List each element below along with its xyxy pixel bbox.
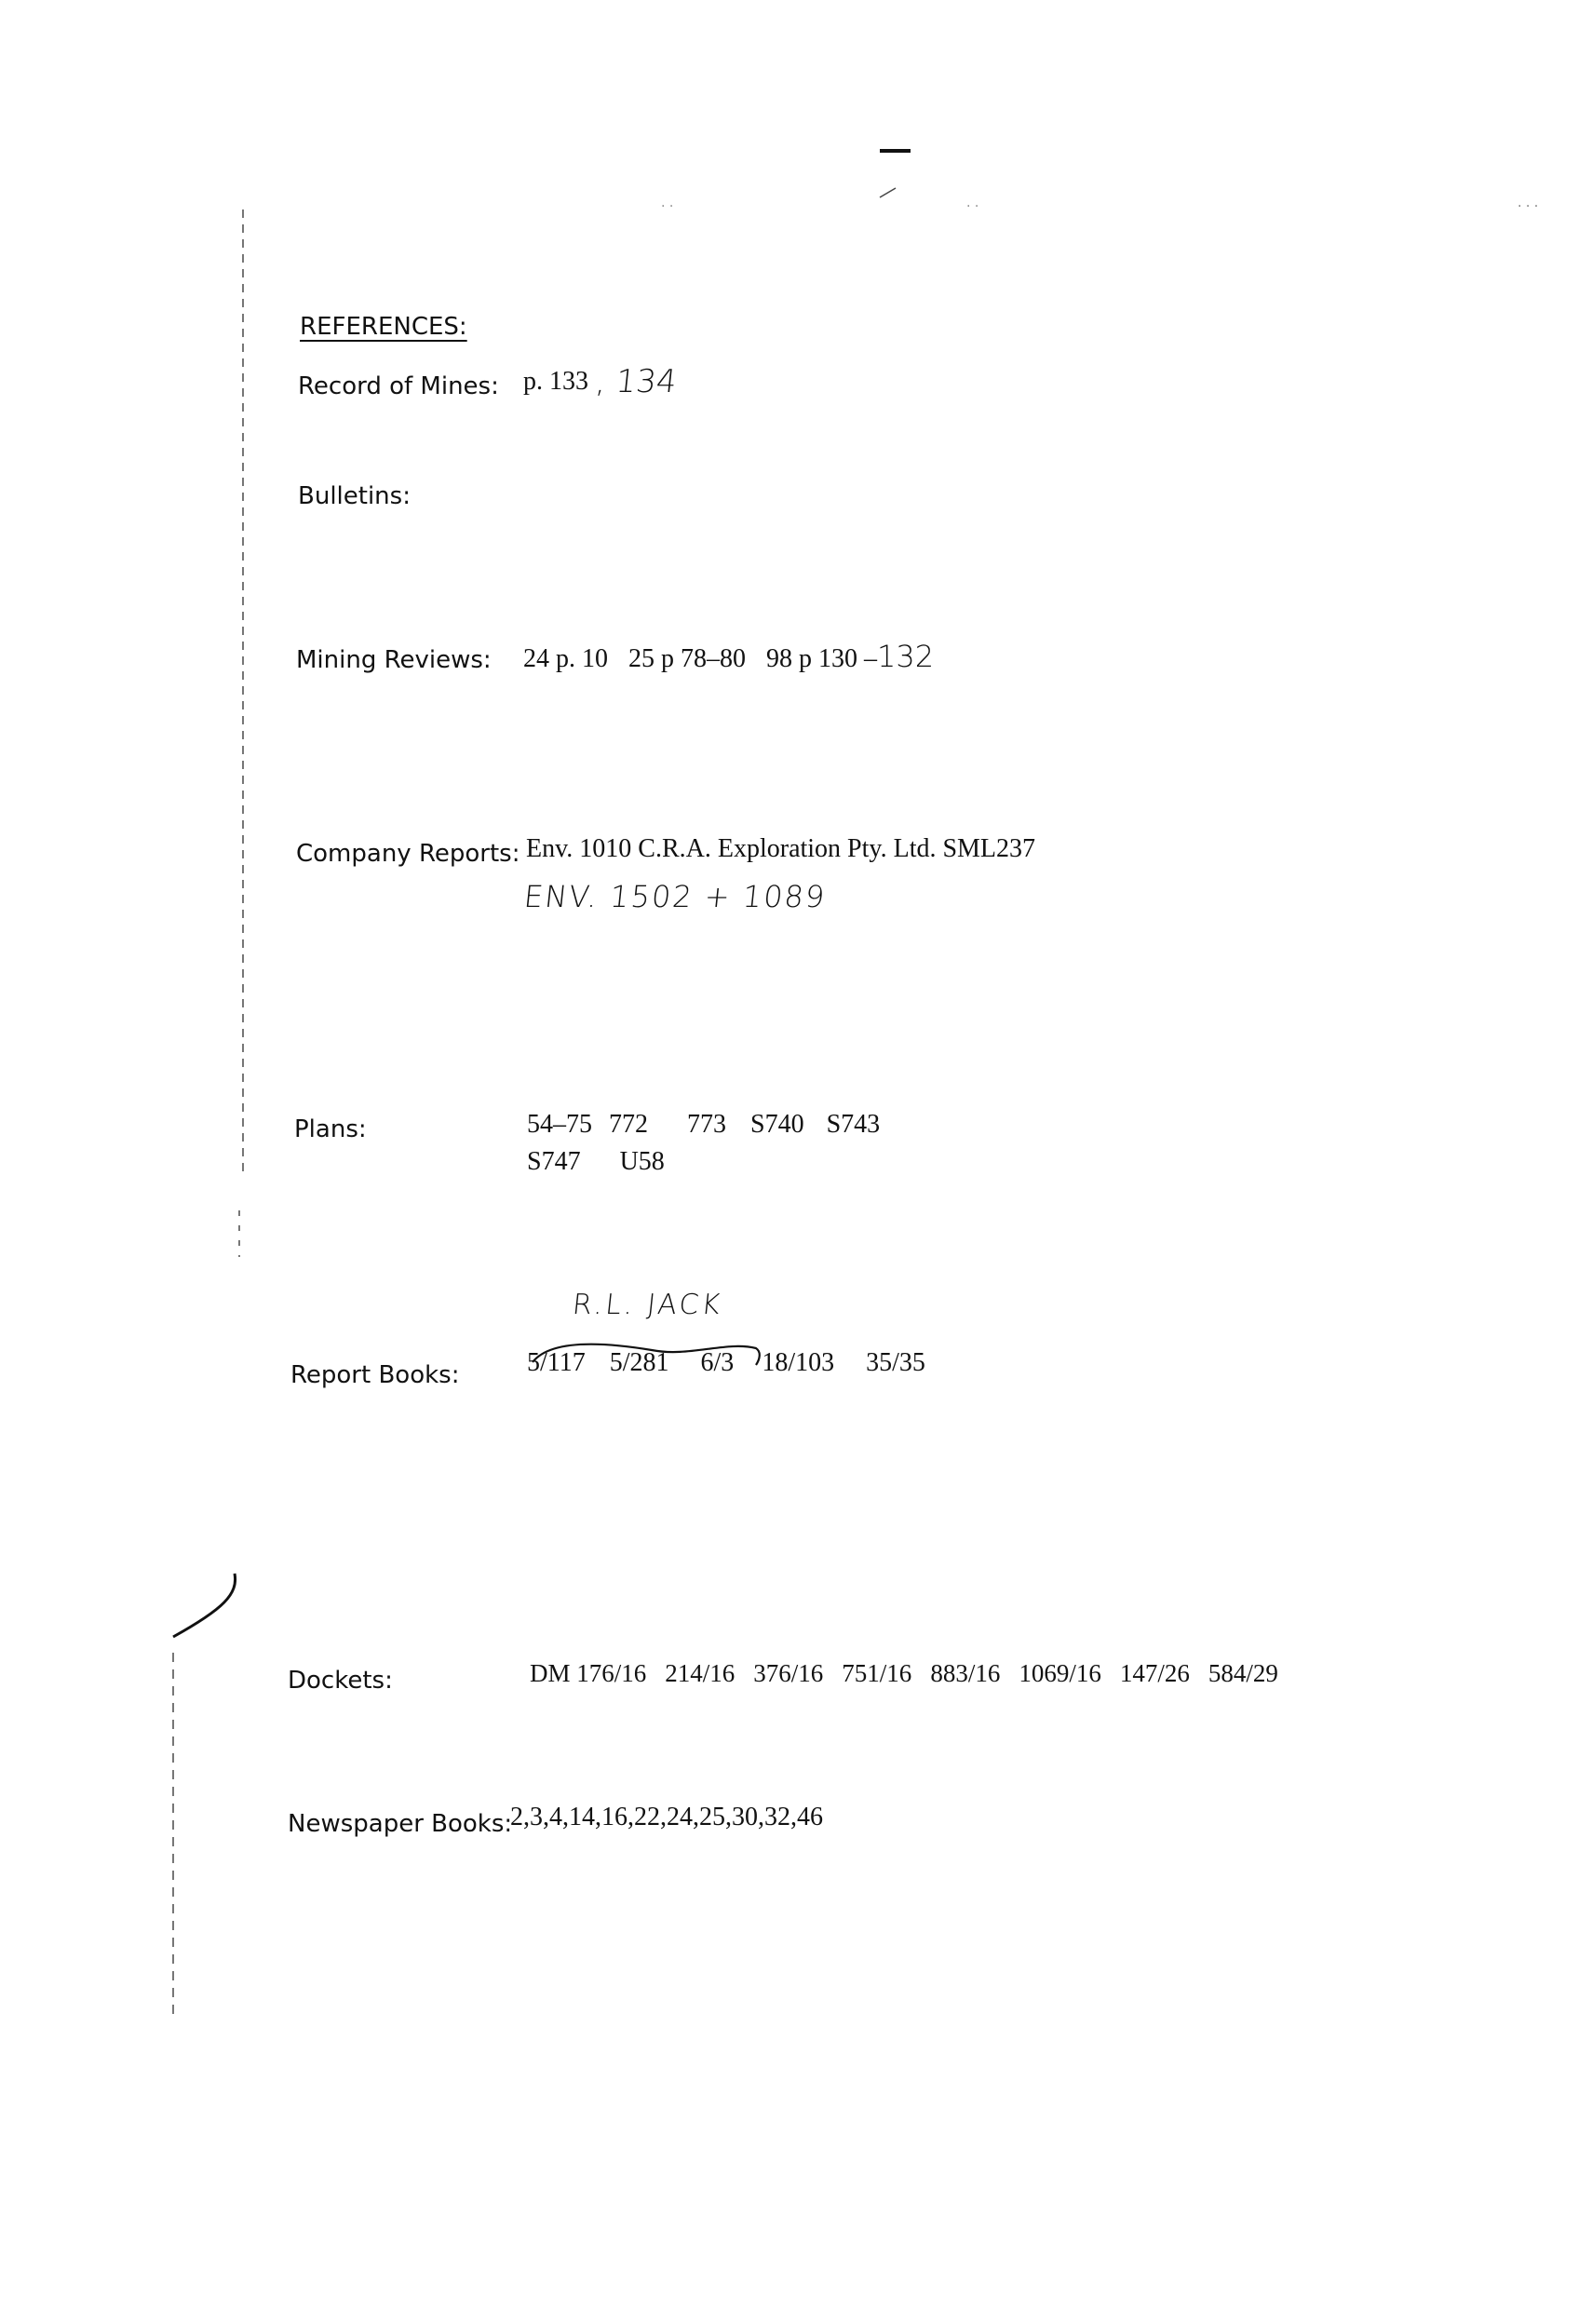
plan-item: S740 — [750, 1110, 804, 1139]
docket-item: 751/16 — [842, 1659, 912, 1687]
svg-text:. .: . . — [661, 196, 674, 210]
report-book-item: 18/103 — [762, 1348, 835, 1377]
plan-item: S743 — [826, 1110, 881, 1139]
mining-review-item: 25 p 78–80 — [628, 644, 746, 673]
record-of-mines-handwritten: , 134 — [593, 363, 679, 400]
svg-text:. .: . . — [966, 196, 979, 210]
record-of-mines-value: p. 133 — [523, 367, 588, 396]
docket-item: DM 176/16 — [530, 1659, 647, 1687]
record-of-mines-label: Record of Mines: — [298, 372, 499, 400]
plans-line2 — [527, 1147, 665, 1177]
svg-text:. . .: . . . — [1518, 196, 1539, 210]
dockets-label: Dockets: — [288, 1667, 393, 1695]
docket-item: 147/26 — [1119, 1659, 1190, 1687]
plans-line1 — [527, 1110, 880, 1140]
report-book-item: 35/35 — [866, 1348, 925, 1377]
mining-reviews-label: Mining Reviews: — [296, 646, 492, 674]
report-books-label: Report Books: — [290, 1361, 460, 1389]
plan-item: U58 — [619, 1147, 665, 1176]
docket-item: 883/16 — [930, 1659, 1001, 1687]
newspaper-books-value: 2,3,4,14,16,22,24,25,30,32,46 — [510, 1803, 823, 1831]
report-book-item: 5/281 — [609, 1348, 669, 1377]
docket-item: 1069/16 — [1019, 1659, 1101, 1687]
plan-item: 772 — [609, 1110, 648, 1139]
plans-label: Plans: — [294, 1115, 367, 1143]
plan-item: 773 — [687, 1110, 726, 1139]
report-books-values — [527, 1348, 925, 1378]
references-heading: REFERENCES: — [300, 313, 467, 341]
report-book-item: 6/3 — [700, 1348, 735, 1377]
company-reports-label: Company Reports: — [296, 840, 520, 868]
plan-item: 54–75 — [527, 1110, 592, 1139]
mining-review-item: 24 p. 10 — [523, 644, 608, 673]
docket-item: 376/16 — [753, 1659, 824, 1687]
plan-item: S747 — [527, 1147, 581, 1176]
newspaper-books-label: Newspaper Books: — [288, 1810, 513, 1838]
company-reports-handwritten: ENV. 1502 + 1089 — [522, 879, 829, 914]
docket-item: 584/29 — [1208, 1659, 1278, 1687]
mining-reviews-values — [523, 639, 934, 674]
mining-review-item: 98 p 130 – — [766, 644, 877, 673]
bulletins-label: Bulletins: — [298, 482, 411, 510]
docket-item: 214/16 — [665, 1659, 736, 1687]
mining-reviews-handwritten: 132 — [877, 639, 935, 674]
dockets-values — [530, 1659, 1278, 1688]
company-reports-value: Env. 1010 C.R.A. Exploration Pty. Ltd. SML237 — [526, 834, 1036, 863]
report-books-handwritten-note: R.L. JACK — [571, 1289, 724, 1321]
report-book-item: 5/117 — [527, 1348, 586, 1377]
